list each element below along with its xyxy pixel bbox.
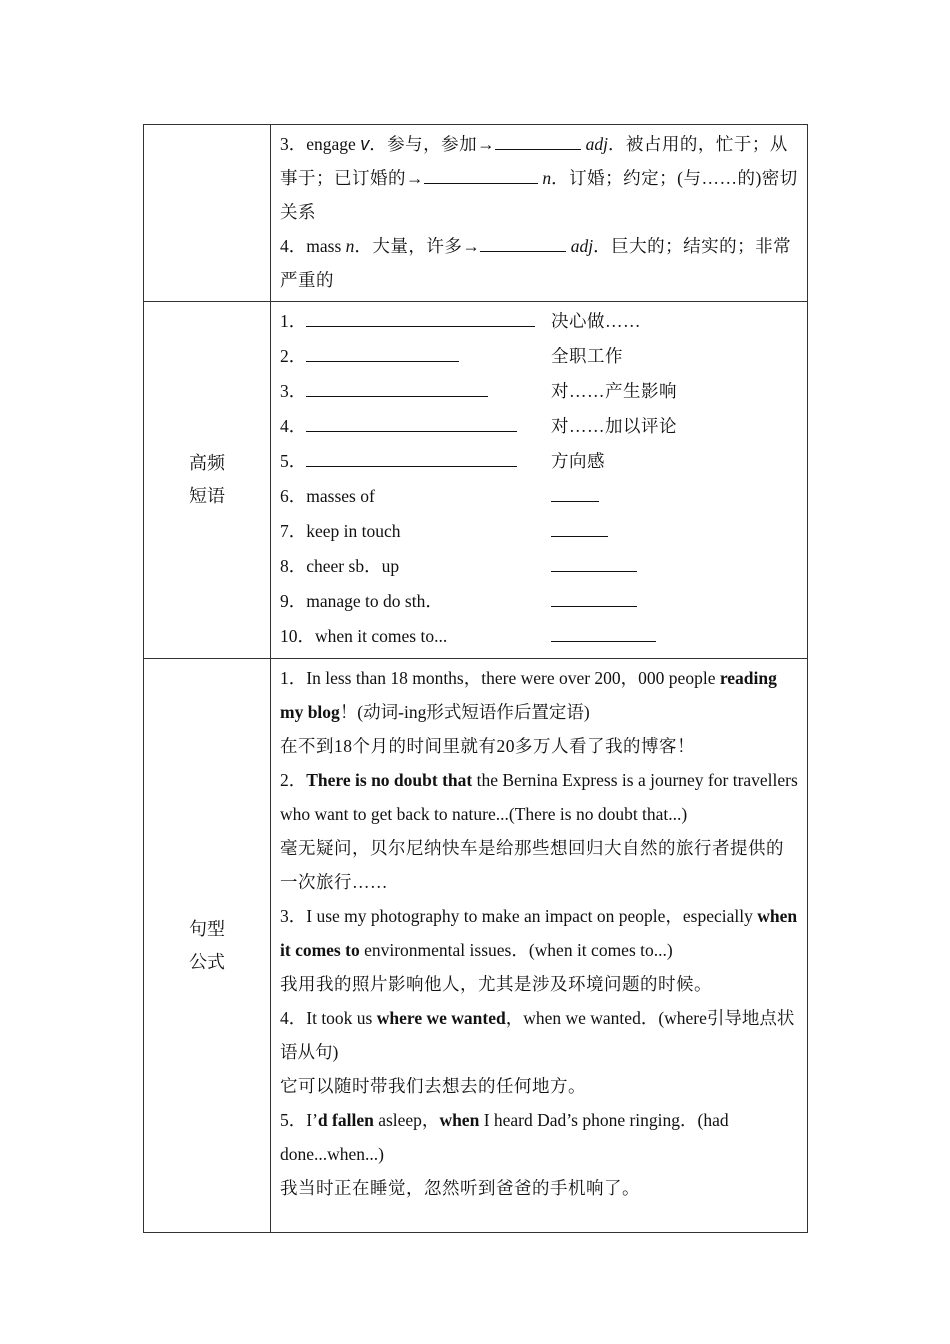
answer-blank[interactable]	[306, 343, 459, 362]
phrase-item-5: 5． 方向感	[280, 444, 799, 479]
phrases-label-line2: 短语	[189, 486, 225, 506]
answer-blank[interactable]	[551, 518, 608, 537]
sentence-4-en: 4．It took us where we wanted，when we wanted．(where引导地点状语从句)	[280, 1008, 795, 1062]
sentences-content-cell	[271, 659, 808, 1233]
phrases-row	[144, 302, 808, 659]
sentences-row	[144, 659, 808, 1233]
sentence-1-en: 1．In less than 18 months，there were over 200，000 people reading my blog！(动词-ing形式短语作后置定语)	[280, 668, 777, 722]
answer-blank[interactable]	[306, 378, 488, 397]
vocab-item-3: 3．engage v．参与，参加→ adj．被占用的，忙于；从事于；已订婚的→ n．订婚；约定；(与……的)密切关系	[280, 127, 799, 229]
vocab-item-4: 4．mass n．大量，许多→ adj．巨大的；结实的；非常严重的	[280, 229, 799, 297]
phrases-content-cell	[271, 302, 808, 659]
answer-blank[interactable]	[495, 131, 581, 150]
phrases-label-cell	[144, 302, 271, 659]
phrase-item-3: 3． 对……产生影响	[280, 374, 799, 409]
sentence-3-cn: 我用我的照片影响他人，尤其是涉及环境问题的时候。	[280, 974, 712, 994]
phrase-item-6: 6．masses of	[280, 479, 799, 514]
sentence-4-cn: 它可以随时带我们去想去的任何地方。	[280, 1076, 586, 1096]
phrase-item-8: 8．cheer sb．up	[280, 549, 799, 584]
answer-blank[interactable]	[551, 483, 599, 502]
sentence-5-cn: 我当时正在睡觉，忽然听到爸爸的手机响了。	[280, 1178, 640, 1198]
answer-blank[interactable]	[551, 588, 637, 607]
sentences-label-cell	[144, 659, 271, 1233]
phrase-item-10: 10．when it comes to...	[280, 619, 799, 654]
sentences-label-line1: 句型	[189, 918, 225, 939]
vocab-content-cell	[271, 125, 808, 302]
answer-blank[interactable]	[306, 448, 517, 467]
sentence-2-cn: 毫无疑问，贝尔尼纳快车是给那些想回归大自然的旅行者提供的一次旅行……	[280, 838, 784, 892]
sentence-3-en: 3．I use my photography to make an impact on people，especially when it comes to environmental issues．(when it comes to...)	[280, 906, 798, 960]
answer-blank[interactable]	[551, 553, 637, 572]
vocab-label-cell	[144, 125, 271, 302]
study-table	[143, 124, 808, 1233]
phrase-item-9: 9．manage to do sth．	[280, 584, 799, 619]
phrase-item-1: 1． 决心做……	[280, 304, 799, 339]
answer-blank[interactable]	[424, 165, 538, 184]
sentence-5-en: 5．I’d fallen asleep，when I heard Dad’s phone ringing．(had done...when...)	[280, 1110, 729, 1164]
phrase-item-2: 2． 全职工作	[280, 339, 799, 374]
answer-blank[interactable]	[551, 623, 656, 642]
phrase-item-4: 4． 对……加以评论	[280, 409, 799, 444]
vocab-row	[144, 125, 808, 302]
phrase-item-7: 7．keep in touch	[280, 514, 799, 549]
sentence-1-cn: 在不到18个月的时间里就有20多万人看了我的博客！	[280, 736, 695, 756]
phrases-label-line1: 高频	[189, 453, 225, 473]
answer-blank[interactable]	[306, 308, 535, 327]
answer-blank[interactable]	[306, 413, 517, 432]
answer-blank[interactable]	[480, 233, 566, 252]
sentences-label-line2: 公式	[189, 951, 225, 972]
sentence-2-en: 2．There is no doubt that the Bernina Express is a journey for travellers who want to get back to nature...(There is no doubt that...)	[280, 770, 798, 824]
